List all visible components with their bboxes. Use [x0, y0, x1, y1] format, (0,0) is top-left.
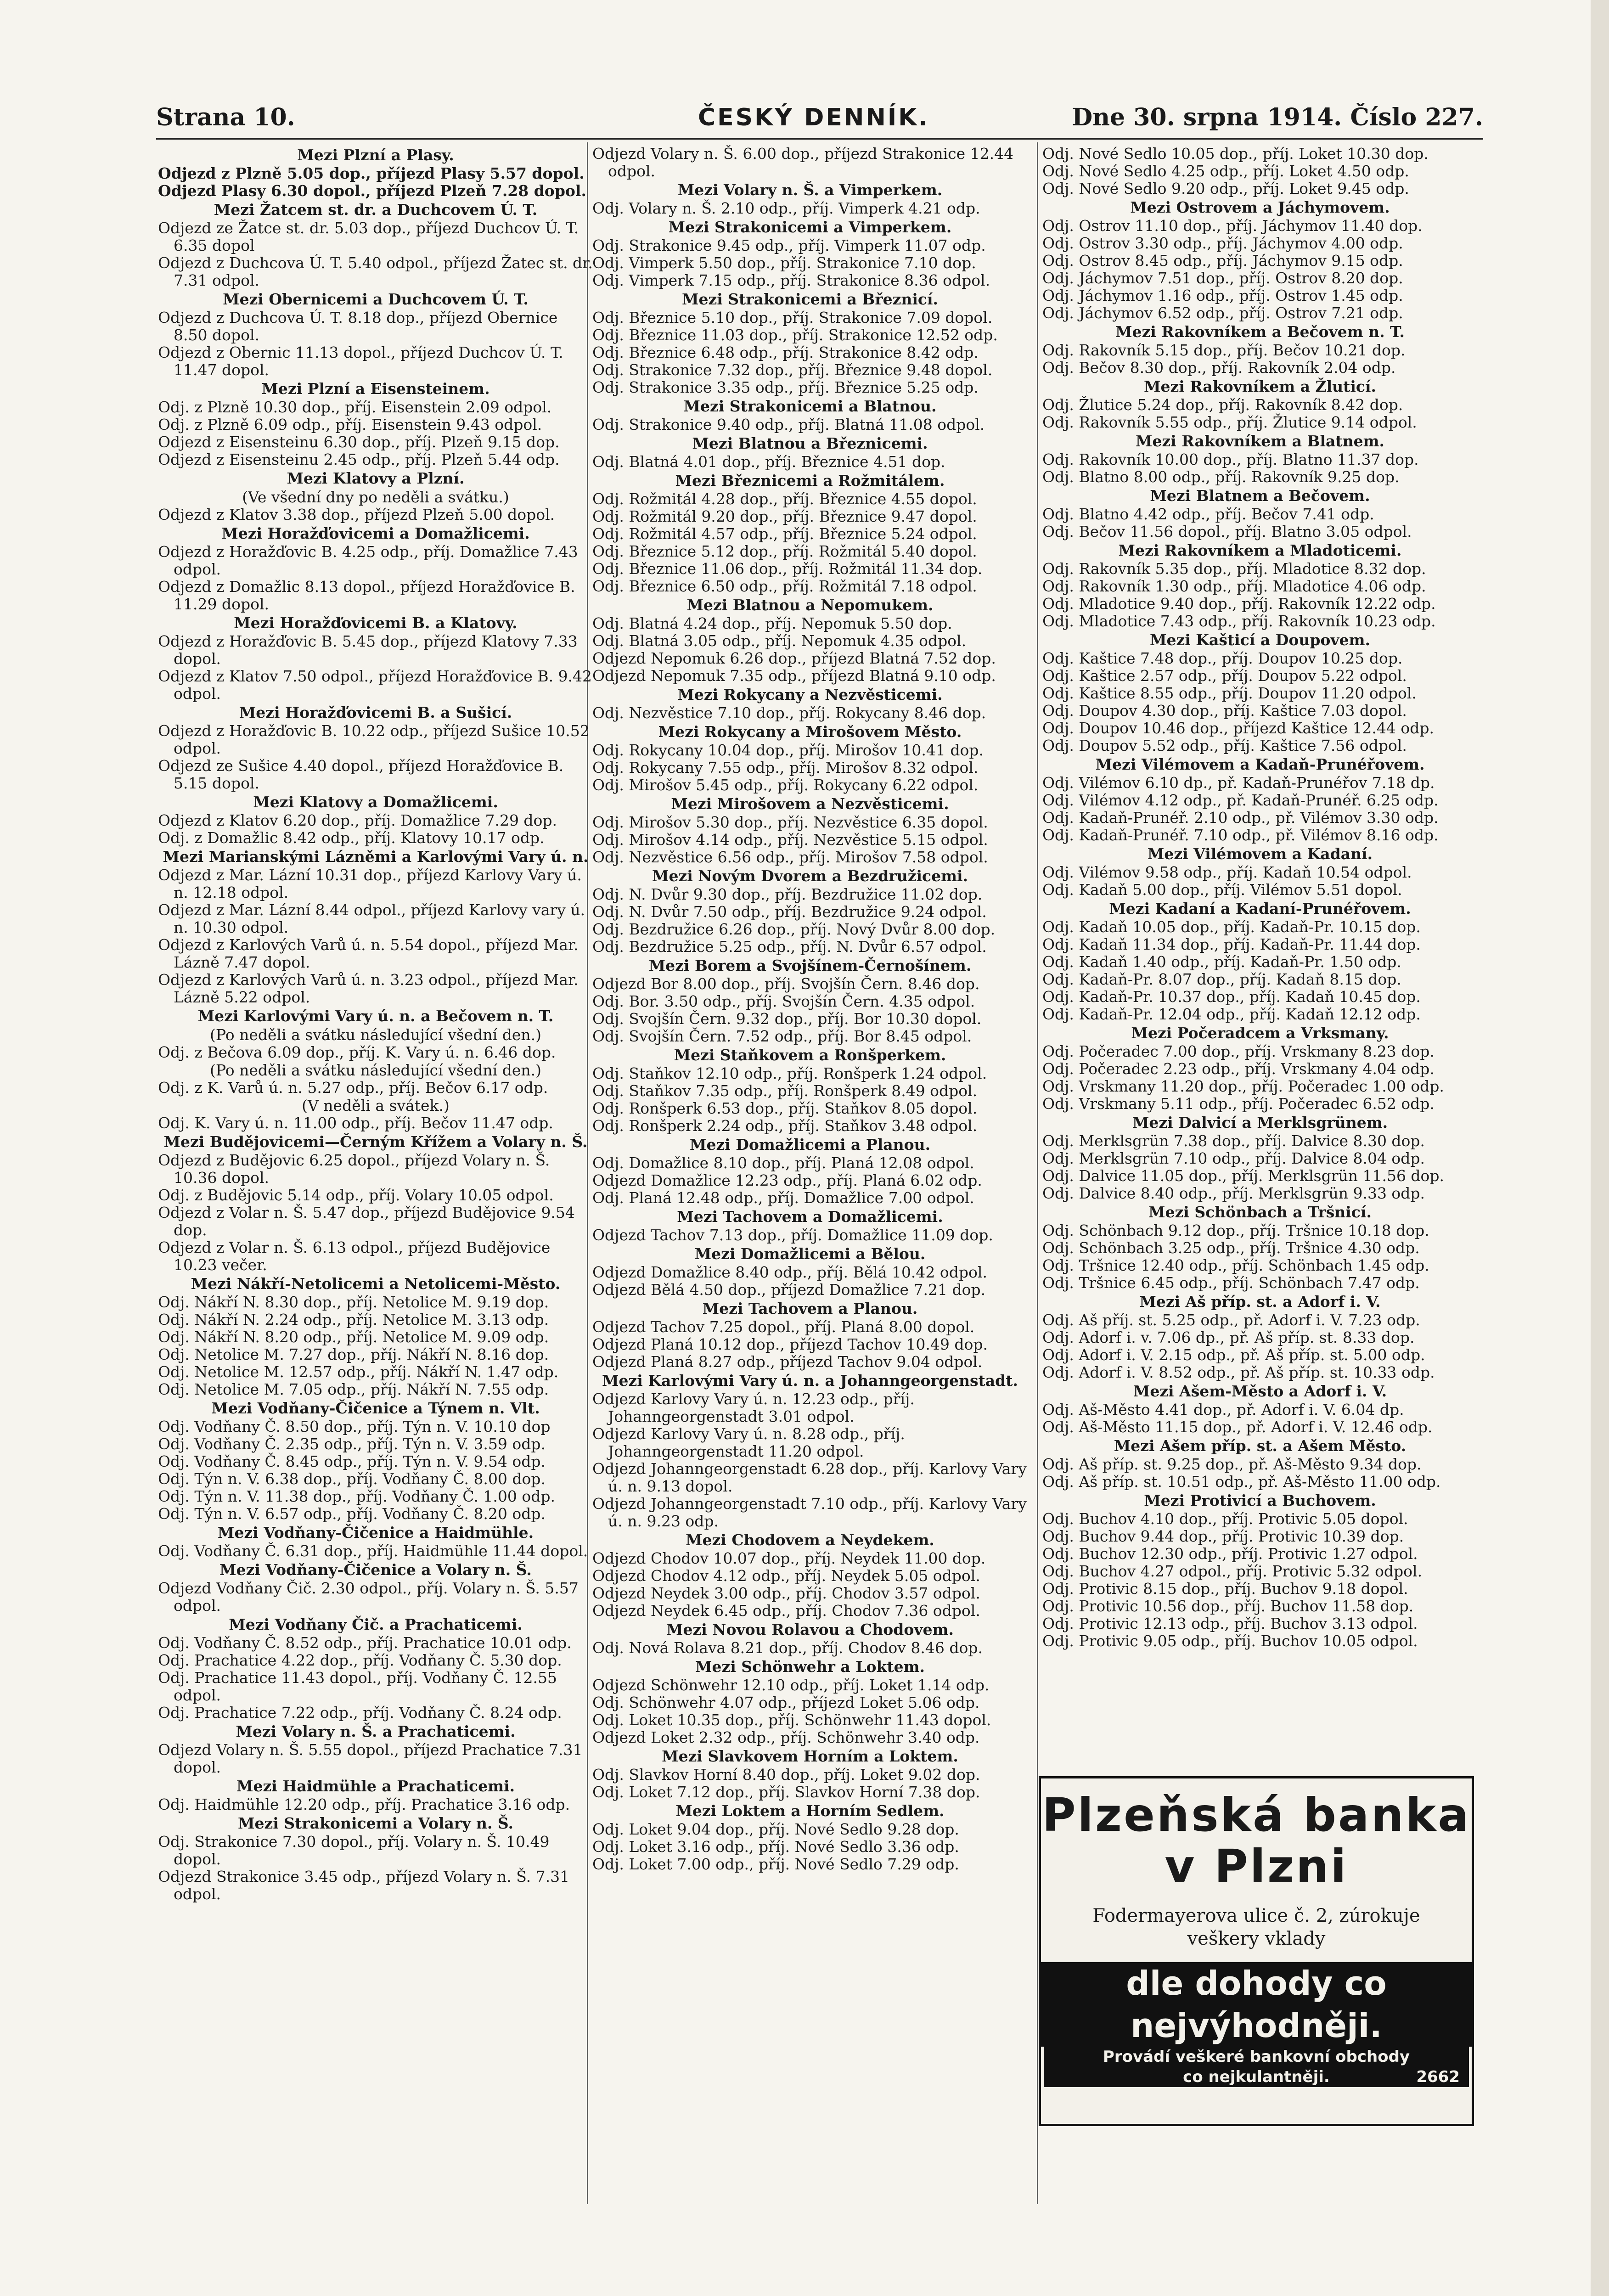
timetable-line: Odj. Tršnice 12.40 odp., příj. Schönbach 1.45 odp. — [1042, 1256, 1429, 1274]
timetable-line: Odj. Dalvice 11.05 dop., příj. Merklsgrün 11.56 dop. — [1042, 1167, 1445, 1185]
ad-title: Plzeňská banka — [1042, 1788, 1471, 1842]
route-note: (Po neděli a svátku následující všední den.) — [210, 1061, 541, 1079]
timetable-line: Odj. Vodňany Č. 6.31 dop., příj. Haidmühle 11.44 dopol. — [158, 1542, 588, 1560]
timetable-line: Odj. Blatná 4.01 dop., příj. Březnice 4.51 dop. — [592, 453, 945, 471]
timetable-line: Odjezd Tachov 7.13 dop., příj. Domažlice 11.09 dop. — [592, 1226, 993, 1244]
timetable-line: Odj. z Budějovic 5.14 odp., příj. Volary 10.05 odpol. — [158, 1186, 554, 1204]
timetable-line: Odj. Aš příp. st. 10.51 odp., př. Aš-Město 11.00 odp. — [1042, 1473, 1441, 1491]
ad-service-line — [1044, 2067, 1469, 2087]
timetable-line: Odj. Merklsgrün 7.10 odp., příj. Dalvice 8.04 odp. — [1042, 1149, 1425, 1167]
timetable-line: Odj. Vodňany Č. 8.50 dop., příj. Týn n. V. 10.10 dop — [158, 1418, 551, 1435]
timetable-line: Odjezd z Horažďovic B. 4.25 odp., příj. Domažlice 7.43 odpol. — [158, 543, 578, 578]
timetable-line: Odj. Vilémov 4.12 odp., př. Kadaň-Prunéř. 6.25 odp. — [1042, 791, 1439, 809]
timetable-line: Odjezd Schönwehr 12.10 odp., příj. Loket 1.14 odp. — [592, 1676, 990, 1694]
timetable-line: Odj. Kadaň 11.34 dop., příj. Kadaň-Pr. 11.44 dop. — [1042, 935, 1421, 953]
timetable-line: Odj. Protivic 9.05 odp., příj. Buchov 10.05 odpol. — [1042, 1632, 1418, 1650]
timetable-line: Odj. Nové Sedlo 4.25 odp., příj. Loket 4.50 odp. — [1042, 162, 1409, 180]
timetable-line: Odjezd z Karlových Varů ú. n. 5.54 dopol., příjezd Mar. Lázně 7.47 dopol. — [158, 936, 579, 971]
timetable-line: Odj. Jáchymov 6.52 odp., příj. Ostrov 7.21 odp. — [1042, 304, 1403, 322]
timetable-line: Odj. Rakovník 10.00 dop., příj. Blatno 11.37 dop. — [1042, 450, 1419, 468]
timetable-line: Odj. Bor. 3.50 odp., příj. Svojšín Čern. 4.35 odpol. — [592, 992, 975, 1010]
route-heading: Mezi Tachovem a Planou. — [702, 1300, 918, 1317]
route-heading: Mezi Strakonicemi a Březnicí. — [681, 290, 939, 308]
timetable-line: Odj. Doupov 4.30 dop., příj. Kaštice 7.03 dopol. — [1042, 702, 1407, 720]
timetable-line: Odj. Bezdružice 6.26 dop., příj. Nový Dvůr 8.00 dop. — [592, 920, 996, 938]
timetable-line: Odj. Blatno 4.42 odp., příj. Bečov 7.41 odp. — [1042, 505, 1374, 523]
route-heading: Mezi Karlovými Vary ú. n. a Johanngeorgenstadt. — [602, 1372, 1018, 1390]
timetable-line: Odj. z Plzně 6.09 odp., příj. Eisenstein 9.43 odpol. — [158, 416, 542, 433]
timetable-line: Odj. Nákří N. 8.30 dop., příj. Netolice M. 9.19 dop. — [158, 1293, 549, 1311]
route-heading: Mezi Blatnou a Nepomukem. — [686, 596, 934, 614]
route-heading: Mezi Rakovníkem a Žluticí. — [1143, 377, 1377, 395]
timetable-line: Odj. Ronšperk 2.24 odp., příj. Staňkov 3.48 odpol. — [592, 1117, 978, 1135]
timetable-line: Odj. Blatná 4.24 dop., příj. Nepomuk 5.50 dop. — [592, 614, 952, 632]
timetable-line: Odj. Březnice 5.12 dop., příj. Rožmitál 5.40 dopol. — [592, 542, 977, 560]
timetable-line: Odj. Ronšperk 6.53 dop., příj. Staňkov 8.05 dopol. — [592, 1099, 978, 1117]
timetable-line: Odjezd z Eisensteinu 2.45 odp., příj. Plzeň 5.44 odp. — [158, 450, 560, 468]
timetable-line: Odj. Vodňany Č. 8.45 odp., příj. Týn n. V. 9.54 odp. — [158, 1452, 546, 1470]
route-heading: Mezi Borem a Svojšínem-Černošínem. — [648, 957, 972, 974]
page-header — [156, 102, 1483, 133]
timetable-line: Odj. Netolice M. 12.57 odp., příj. Nákří N. 1.47 odp. — [158, 1363, 559, 1381]
timetable-line: Odj. Březnice 11.06 dop., příj. Rožmitál 11.34 dop. — [592, 560, 983, 578]
ad-code: 2662 — [1416, 2068, 1460, 2086]
timetable-line: Odj. Mladotice 7.43 odp., příj. Rakovník 10.23 odp. — [1042, 612, 1436, 630]
route-heading: Mezi Počeradcem a Vrksmany. — [1131, 1024, 1389, 1042]
route-heading: Mezi Nákří-Netolicemi a Netolicemi-Město. — [191, 1275, 561, 1293]
route-heading: Mezi Volary n. Š. a Prachaticemi. — [236, 1722, 516, 1740]
timetable-line: Odj. Vilémov 6.10 dp., př. Kadaň-Prunéřov 7.18 dp. — [1042, 774, 1435, 792]
route-heading: Mezi Rokycany a Nezvěsticemi. — [677, 686, 943, 703]
route-heading: Mezi Březnicemi a Rožmitálem. — [675, 472, 945, 490]
route-heading: Mezi Vodňany Čič. a Prachaticemi. — [229, 1615, 523, 1633]
route-heading: Mezi Blatnem a Bečovem. — [1150, 487, 1370, 505]
timetable-line: Odj. Strakonice 7.30 dopol., příj. Volary n. Š. 10.49 dopol. — [158, 1833, 550, 1868]
timetable-line: Odj. K. Vary ú. n. 11.00 odp., příj. Bečov 11.47 odp. — [158, 1114, 553, 1132]
timetable-line: Odj. z Bečova 6.09 dop., příj. K. Vary ú. n. 6.46 dop. — [158, 1043, 556, 1061]
route-heading: Mezi Protivicí a Buchovem. — [1144, 1491, 1376, 1509]
bank-advertisement — [1039, 1776, 1474, 2126]
timetable-line: Odj. Ostrov 8.45 odp., příj. Jáchymov 9.15 odp. — [1042, 252, 1403, 270]
timetable-line: Odj. Vimperk 5.50 dop., příj. Strakonice 7.10 dop. — [592, 254, 976, 272]
timetable-line: Odj. Počeradec 2.23 odp., příj. Vrskmany 4.04 odp. — [1042, 1060, 1435, 1078]
route-heading: Mezi Tachovem a Domažlicemi. — [677, 1208, 943, 1226]
timetable-line: Odjezd z Volar n. Š. 5.47 dop., příjezd Budějovice 9.54 dop. — [158, 1204, 575, 1239]
page-number: Strana 10. — [156, 103, 295, 131]
route-heading: Mezi Strakonicemi a Volary n. Š. — [237, 1814, 514, 1832]
timetable-line: Odj. Kadaň 10.05 dop., příj. Kadaň-Pr. 10.15 dop. — [1042, 918, 1421, 936]
route-heading: Mezi Volary n. Š. a Vimperkem. — [677, 181, 943, 199]
timetable-line: Odjezd Neydek 6.45 odp., příj. Chodov 7.36 odpol. — [592, 1602, 980, 1620]
timetable-line: Odj. Aš příp. st. 9.25 dop., př. Aš-Město 9.34 dop. — [1042, 1455, 1422, 1473]
timetable-line: Odjezd z Budějovic 6.25 dopol., příjezd Volary n. Š. 10.36 dopol. — [158, 1151, 550, 1187]
timetable-line: Odjezd Chodov 10.07 dop., příj. Neydek 11.00 dop. — [592, 1549, 986, 1567]
timetable-line: Odj. z Plzně 10.30 dop., příj. Eisenstein 2.09 odpol. — [158, 398, 552, 416]
route-heading: Mezi Dalvicí a Merklsgrünem. — [1132, 1114, 1388, 1131]
ad-service: Provádí veškeré bankovní obchody — [1044, 2047, 1469, 2067]
timetable-line: Odjezd Nepomuk 7.35 odp., příjezd Blatná 9.10 odp. — [592, 667, 996, 685]
timetable-line: Odjezd Chodov 4.12 odp., příj. Neydek 5.05 odpol. — [592, 1567, 980, 1585]
route-heading: Mezi Rokycany a Mirošovem Město. — [658, 723, 962, 741]
timetable-line: Odjezd ze Žatce st. dr. 5.03 dop., příjezd Duchcov Ú. T. 6.35 dopol — [158, 219, 579, 254]
page-edge — [1591, 0, 1609, 2296]
newspaper-title: ČESKÝ DENNÍK. — [698, 104, 930, 131]
timetable-line: Odj. Staňkov 12.10 odp., příj. Ronšperk 1.24 odpol. — [592, 1064, 987, 1082]
timetable-line: Odj. Kadaň-Prunéř. 7.10 odp., př. Vilémov 8.16 odp. — [1042, 826, 1439, 844]
route-heading: Mezi Rakovníkem a Mladoticemi. — [1118, 541, 1402, 559]
route-heading: Mezi Haidmühle a Prachaticemi. — [236, 1777, 515, 1795]
timetable-line: Odj. Loket 3.16 odp., příj. Nové Sedlo 3.36 odp. — [592, 1838, 959, 1856]
timetable-line: Odj. N. Dvůr 9.30 dop., příj. Bezdružice 11.02 dop. — [592, 885, 983, 903]
timetable-line: Odj. Nákří N. 8.20 odp., příj. Netolice M. 9.09 odp. — [158, 1328, 549, 1346]
timetable-line: Odjezd Domažlice 12.23 odp., příj. Planá 6.02 odp. — [592, 1171, 982, 1189]
ad-note: veškery vklady — [1187, 1928, 1326, 1949]
route-heading: Mezi Strakonicemi a Vimperkem. — [668, 218, 952, 236]
timetable-line: Odj. Týn n. V. 11.38 dop., příj. Vodňany Č. 1.00 odp. — [158, 1487, 556, 1505]
timetable-line: Odjezd z Klatov 3.38 dop., příjezd Plzeň 5.00 dopol. — [158, 506, 555, 523]
timetable-line: Odj. Nákří N. 2.24 odp., příj. Netolice M. 3.13 odp. — [158, 1311, 549, 1328]
timetable-line: Odj. z Domažlic 8.42 odp., příj. Klatovy 10.17 odp. — [158, 829, 545, 847]
timetable-line: Odjezd Plasy 6.30 dopol., příjezd Plzeň 7.28 dopol. — [158, 182, 586, 200]
ad-slogan: dle dohody co nejvýhodněji. — [1041, 1962, 1472, 2047]
route-heading: Mezi Chodovem a Neydekem. — [686, 1531, 934, 1549]
header-rule — [156, 138, 1483, 140]
timetable-line: Odj. Aš příj. st. 5.25 odp., př. Adorf i. V. 7.23 odp. — [1042, 1311, 1420, 1329]
timetable-line: Odj. Prachatice 7.22 odp., příj. Vodňany Č. 8.24 odp. — [158, 1704, 562, 1722]
timetable-line: Odjezd Planá 8.27 odp., příjezd Tachov 9.04 odpol. — [592, 1353, 983, 1371]
timetable-line: Odj. Kaštice 2.57 odp., příj. Doupov 5.22 odpol. — [1042, 667, 1407, 685]
timetable-line: Odj. Prachatice 4.22 dop., příj. Vodňany Č. 5.30 dop. — [158, 1651, 562, 1669]
timetable-line: Odj. Netolice M. 7.27 dop., příj. Nákří N. 8.16 dop. — [158, 1345, 549, 1363]
timetable-line: Odj. Strakonice 9.40 odp., příj. Blatná 11.08 odpol. — [592, 416, 985, 433]
timetable-line: Odjezd ze Sušice 4.40 dopol., příjezd Horažďovice B. 5.15 dopol. — [158, 757, 564, 792]
timetable-line: Odj. Mirošov 5.30 dop., příj. Nezvěstice 6.35 dopol. — [592, 813, 988, 831]
route-heading: Mezi Mirošovem a Nezvěsticemi. — [671, 795, 949, 813]
route-heading: Mezi Ašem příp. st. a Ašem Město. — [1114, 1437, 1406, 1455]
timetable-line: Odj. Merklsgrün 7.38 dop., příj. Dalvice 8.30 dop. — [1042, 1132, 1425, 1150]
route-heading: Mezi Budějovicemi—Černým Křížem a Volary n. Š. — [163, 1133, 588, 1151]
route-heading: Mezi Aš příp. st. a Adorf i. V. — [1139, 1293, 1381, 1311]
timetable-line: Odj. Rožmitál 4.28 dop., příj. Březnice 4.55 dopol. — [592, 490, 977, 508]
route-heading: Mezi Rakovníkem a Blatnem. — [1135, 432, 1385, 450]
timetable-line: Odj. Počeradec 7.00 dop., příj. Vrskmany 8.23 dop. — [1042, 1042, 1435, 1060]
timetable-line: Odj. Kadaň-Pr. 8.07 dop., příj. Kadaň 8.15 dop. — [1042, 970, 1401, 988]
timetable-line: Odj. Mirošov 5.45 odp., příj. Rokycany 6.22 odpol. — [592, 776, 979, 794]
timetable-line: Odjezd z Duchcova Ú. T. 5.40 odpol., příjezd Žatec st. dr. 7.31 odpol. — [158, 254, 593, 289]
timetable-line: Odj. Jáchymov 7.51 dop., příj. Ostrov 8.20 dop. — [1042, 269, 1403, 287]
timetable-line: Odjezd Volary n. Š. 6.00 dop., příjezd Strakonice 12.44 odpol. — [592, 145, 1014, 180]
timetable-line: Odj. Rakovník 5.35 dop., příj. Mladotice 8.32 dop. — [1042, 560, 1426, 578]
timetable-line: Odj. Volary n. Š. 2.10 odp., příj. Vimperk 4.21 odp. — [592, 199, 980, 217]
timetable-line: Odj. Strakonice 3.35 odp., příj. Březnice 5.25 odp. — [592, 378, 979, 396]
timetable-line: Odj. Vilémov 9.58 odp., příj. Kadaň 10.54 odpol. — [1042, 863, 1412, 881]
ad-address: Fodermayerova ulice č. 2, zúrokuje — [1092, 1905, 1420, 1926]
timetable-column-2 — [592, 145, 1028, 2202]
route-heading: Mezi Slavkovem Horním a Loktem. — [662, 1747, 958, 1765]
timetable-line: Odj. Mirošov 4.14 odp., příj. Nezvěstice 5.15 odpol. — [592, 831, 988, 849]
route-heading: Mezi Schönwehr a Loktem. — [695, 1658, 925, 1676]
timetable-line: Odj. Vodňany Č. 2.35 odp., příj. Týn n. V. 3.59 odp. — [158, 1435, 546, 1453]
route-heading: Mezi Klatovy a Domažlicemi. — [253, 793, 498, 811]
route-heading: Mezi Staňkovem a Ronšperkem. — [674, 1046, 946, 1064]
timetable-line: Odjezd Tachov 7.25 dopol., příj. Planá 8.00 dopol. — [592, 1318, 975, 1336]
timetable-line: Odj. Bečov 11.56 dopol., příj. Blatno 3.05 odpol. — [1042, 523, 1412, 540]
route-note: (Ve všední dny po neděli a svátku.) — [242, 488, 509, 506]
timetable-line: Odj. Týn n. V. 6.57 odp., příj. Vodňany Č. 8.20 odp. — [158, 1505, 546, 1523]
timetable-line: Odj. Planá 12.48 odp., příj. Domažlice 7.00 odpol. — [592, 1189, 974, 1207]
timetable-line: Odj. Prachatice 11.43 dopol., příj. Vodňany Č. 12.55 odpol. — [158, 1669, 557, 1704]
timetable-line: Odj. Vrskmany 5.11 odp., příj. Počeradec 6.52 odp. — [1042, 1095, 1435, 1113]
timetable-line: Odjezd z Klatov 6.20 dop., příj. Domažlice 7.29 dop. — [158, 811, 557, 829]
timetable-line: Odjezd z Horažďovic B. 5.45 dop., příjezd Klatovy 7.33 dopol. — [158, 632, 578, 668]
timetable-line: Odjezd z Klatov 7.50 odpol., příjezd Horažďovice B. 9.42 odpol. — [158, 667, 592, 703]
route-heading: Mezi Blatnou a Březnicemi. — [692, 434, 928, 452]
timetable-line: Odj. Buchov 9.44 dop., příj. Protivic 10.39 dop. — [1042, 1527, 1404, 1545]
timetable-line: Odj. Kadaň-Pr. 10.37 dop., příj. Kadaň 10.45 dop. — [1042, 988, 1421, 1006]
route-heading: Mezi Kašticí a Doupovem. — [1150, 631, 1370, 649]
timetable-line: Odj. Jáchymov 1.16 odp., příj. Ostrov 1.45 odp. — [1042, 287, 1403, 304]
route-heading: Mezi Ostrovem a Jáchymovem. — [1130, 198, 1390, 216]
timetable-line: Odj. Ostrov 11.10 dop., příj. Jáchymov 11.40 dop. — [1042, 217, 1423, 235]
timetable-line: Odj. Rožmitál 4.57 odp., příj. Březnice 5.24 odpol. — [592, 525, 977, 543]
route-heading: Mezi Horažďovicemi a Domažlicemi. — [221, 524, 530, 542]
timetable-line: Odj. Bečov 8.30 dop., příj. Rakovník 2.04 odp. — [1042, 359, 1396, 377]
timetable-line: Odj. Ostrov 3.30 odp., příj. Jáchymov 4.00 odp. — [1042, 234, 1403, 252]
timetable-line: Odj. Kaštice 8.55 odp., příj. Doupov 11.20 odpol. — [1042, 684, 1417, 702]
timetable-line: Odjezd Johanngeorgenstadt 7.10 odp., příj. Karlovy Vary ú. n. 9.23 odp. — [592, 1495, 1027, 1530]
timetable-line: Odjezd Neydek 3.00 odp., příj. Chodov 3.57 odpol. — [592, 1584, 980, 1602]
timetable-line: Odj. Blatno 8.00 odp., příj. Rakovník 9.25 dop. — [1042, 468, 1400, 486]
timetable-line: Odj. Rakovník 1.30 odp., příj. Mladotice 4.06 odp. — [1042, 577, 1426, 595]
issue-date: Dne 30. srpna 1914. Číslo 227. — [1072, 103, 1483, 131]
timetable-line: Odj. Nové Sedlo 9.20 odp., příj. Loket 9.45 odp. — [1042, 180, 1409, 197]
timetable-line: Odj. Adorf i. V. 2.15 odp., př. Aš příp. st. 5.00 odp. — [1042, 1346, 1425, 1364]
timetable-line: Odj. Buchov 4.27 odpol., příj. Protivic 5.32 odpol. — [1042, 1562, 1423, 1580]
route-heading: Mezi Novým Dvorem a Bezdružicemi. — [652, 867, 968, 885]
timetable-line: Odj. z K. Varů ú. n. 5.27 odp., příj. Bečov 6.17 odp. — [158, 1079, 548, 1097]
timetable-line: Odjezd z Mar. Lázní 8.44 odpol., příjezd Karlovy vary ú. n. 10.30 odpol. — [158, 901, 585, 936]
timetable-line: Odj. Tršnice 6.45 odp., příj. Schönbach 7.47 odp. — [1042, 1274, 1420, 1292]
timetable-line: Odj. Buchov 4.10 dop., příj. Protivic 5.05 dopol. — [1042, 1510, 1408, 1528]
timetable-line: Odjezd Planá 10.12 dop., příjezd Tachov 10.49 dop. — [592, 1335, 988, 1353]
timetable-line: Odj. Doupov 5.52 odp., příj. Kaštice 7.56 odpol. — [1042, 737, 1407, 754]
timetable-line: Odj. Rokycany 10.04 dop., příj. Mirošov 10.41 dop. — [592, 741, 984, 759]
timetable-line: Odjezd Loket 2.32 odp., příj. Schönwehr 3.40 odp. — [592, 1728, 980, 1746]
timetable-line: Odj. Loket 7.00 odp., příj. Nové Sedlo 7.29 odp. — [592, 1855, 959, 1873]
route-heading: Mezi Domažlicemi a Bělou. — [694, 1245, 926, 1263]
route-heading: Mezi Vilémovem a Kadaň-Prunéřovem. — [1095, 755, 1425, 773]
route-heading: Mezi Schönbach a Tršnicí. — [1148, 1203, 1372, 1221]
timetable-line: Odjezd z Obernic 11.13 dopol., příjezd Duchcov Ú. T. 11.47 dopol. — [158, 343, 563, 379]
ad-service-2: co nejkulantněji. — [1183, 2068, 1330, 2086]
timetable-line: Odj. Nová Rolava 8.21 dop., příj. Chodov 8.46 dop. — [592, 1639, 983, 1657]
timetable-line: Odj. Bezdružice 5.25 odp., příj. N. Dvůr 6.57 odpol. — [592, 938, 987, 956]
route-heading: Mezi Klatovy a Plzní. — [287, 469, 465, 487]
timetable-line: Odj. Mladotice 9.40 dop., příj. Rakovník 12.22 odp. — [1042, 595, 1436, 613]
timetable-line: Odj. Loket 10.35 dop., příj. Schönwehr 11.43 dopol. — [592, 1711, 991, 1729]
timetable-line: Odj. Kadaň 1.40 odp., příj. Kadaň-Pr. 1.50 odp. — [1042, 953, 1401, 971]
timetable-line: Odj. Protivic 8.15 dop., příj. Buchov 9.18 dopol. — [1042, 1580, 1408, 1598]
timetable-line: Odjezd z Eisensteinu 6.30 dop., příj. Plzeň 9.15 dop. — [158, 433, 560, 451]
route-heading: Mezi Ašem-Město a Adorf i. V. — [1133, 1382, 1387, 1400]
route-heading: Mezi Horažďovicemi B. a Sušicí. — [239, 703, 512, 721]
route-note: (Po neděli a svátku následující všední den.) — [210, 1026, 541, 1044]
timetable-line: Odj. Březnice 6.50 odp., příj. Rožmitál 7.18 odpol. — [592, 577, 977, 595]
timetable-line: Odj. Netolice M. 7.05 odp., příj. Nákří N. 7.55 odp. — [158, 1380, 549, 1398]
timetable-line: Odj. Aš-Město 11.15 dop., př. Adorf i. V. 12.46 odp. — [1042, 1418, 1433, 1436]
timetable-line: Odj. Schönbach 3.25 odp., příj. Tršnice 4.30 odp. — [1042, 1239, 1420, 1257]
timetable-line: Odj. Březnice 11.03 dop., příj. Strakonice 12.52 odp. — [592, 326, 998, 344]
timetable-line: Odj. Strakonice 7.32 dop., příj. Březnice 9.48 dopol. — [592, 361, 993, 379]
column-divider — [1037, 142, 1038, 2204]
timetable-line: Odj. N. Dvůr 7.50 odp., příj. Bezdružice 9.24 odpol. — [592, 903, 987, 921]
route-heading: Mezi Vodňany-Čičenice a Týnem n. Vlt. — [211, 1399, 540, 1417]
timetable-line: Odjezd Bor 8.00 dop., příj. Svojšín Čern. 8.46 dop. — [592, 975, 980, 993]
timetable-line: Odj. Nezvěstice 7.10 dop., příj. Rokycany 8.46 dop. — [592, 704, 986, 722]
route-heading: Mezi Karlovými Vary ú. n. a Bečovem n. T. — [197, 1007, 554, 1025]
route-heading: Mezi Horažďovicemi B. a Klatovy. — [234, 614, 518, 632]
timetable-line: Odj. Protivic 12.13 odp., příj. Buchov 3.13 odpol. — [1042, 1615, 1418, 1632]
timetable-line: Odj. Nezvěstice 6.56 odp., příj. Mirošov 7.58 odpol. — [592, 848, 988, 866]
timetable-line: Odjezd Karlovy Vary ú. n. 12.23 odp., příj. Johanngeorgenstadt 3.01 odpol. — [592, 1390, 915, 1425]
route-heading: Mezi Rakovníkem a Bečovem n. T. — [1115, 323, 1405, 341]
timetable-line: Odj. Loket 9.04 dop., příj. Nové Sedlo 9.28 dop. — [592, 1820, 959, 1838]
route-heading: Mezi Novou Rolavou a Chodovem. — [666, 1621, 954, 1638]
timetable-line: Odj. Aš-Město 4.41 dop., př. Adorf i. V. 6.04 dp. — [1042, 1401, 1404, 1418]
route-heading: Mezi Loktem a Horním Sedlem. — [675, 1802, 945, 1820]
timetable-line: Odjezd Bělá 4.50 dop., příjezd Domažlice 7.21 dop. — [592, 1281, 986, 1299]
timetable-line: Odj. Domažlice 8.10 dop., příj. Planá 12.08 odpol. — [592, 1154, 974, 1172]
timetable-line: Odj. Schönbach 9.12 dop., příj. Tršnice 10.18 dop. — [1042, 1221, 1429, 1239]
timetable-line: Odjezd Johanngeorgenstadt 6.28 dop., příj. Karlovy Vary ú. n. 9.13 dopol. — [592, 1460, 1027, 1495]
route-heading: Mezi Plzní a Plasy. — [297, 146, 454, 164]
timetable-line: Odj. Dalvice 8.40 odp., příj. Merklsgrün 9.33 odp. — [1042, 1184, 1425, 1202]
timetable-line: Odjezd z Duchcova Ú. T. 8.18 dop., příjezd Obernice 8.50 dopol. — [158, 309, 558, 344]
timetable-line: Odjezd Vodňany Čič. 2.30 odpol., příj. Volary n. Š. 5.57 odpol. — [158, 1579, 579, 1615]
timetable-line: Odj. Rakovník 5.15 dop., příj. Bečov 10.21 dop. — [1042, 341, 1406, 359]
timetable-line: Odj. Vodňany Č. 8.52 odp., příj. Prachatice 10.01 odp. — [158, 1634, 572, 1652]
timetable-line: Odj. Adorf i. V. 8.52 odp., př. Aš příp. st. 10.33 odp. — [1042, 1363, 1435, 1381]
timetable-line: Odjezd Karlovy Vary ú. n. 8.28 odp., příj. Johanngeorgenstadt 11.20 odpol. — [592, 1425, 905, 1460]
timetable-line: Odj. Březnice 6.48 odp., příj. Strakonice 8.42 odp. — [592, 343, 979, 361]
route-heading: Mezi Obernicemi a Duchcovem Ú. T. — [223, 290, 529, 308]
route-heading: Mezi Vilémovem a Kadaní. — [1147, 845, 1373, 863]
timetable-line: Odjezd z Karlových Varů ú. n. 3.23 odpol., příjezd Mar. Lázně 5.22 odpol. — [158, 971, 579, 1006]
timetable-line: Odj. Kadaň-Prunéř. 2.10 odp., př. Vilémov 3.30 odp. — [1042, 809, 1439, 827]
route-heading: Mezi Kadaní a Kadaní-Prunéřovem. — [1109, 900, 1411, 917]
timetable-line: Odj. Rokycany 7.55 odp., příj. Mirošov 8.32 odpol. — [592, 759, 979, 777]
timetable-line: Odj. Adorf i. v. 7.06 dp., př. Aš příp. st. 8.33 dop. — [1042, 1328, 1415, 1346]
timetable-line: Odjezd Volary n. Š. 5.55 dopol., příjezd Prachatice 7.31 dopol. — [158, 1741, 583, 1776]
timetable-line: Odj. Doupov 10.46 dop., příjezd Kaštice 12.44 odp. — [1042, 719, 1435, 737]
route-heading: Mezi Marianskými Lázněmi a Karlovými Vary ú. n. — [163, 848, 589, 866]
timetable-line: Odjezd Domažlice 8.40 odp., příj. Bělá 10.42 odpol. — [592, 1263, 987, 1281]
timetable-column-1 — [158, 145, 593, 2202]
timetable-line: Odj. Protivic 10.56 dop., příj. Buchov 11.58 dop. — [1042, 1597, 1414, 1615]
timetable-line: Odj. Týn n. V. 6.38 dop., příj. Vodňany Č. 8.00 dop. — [158, 1470, 546, 1488]
timetable-line: Odj. Kadaň 5.00 dop., příj. Vilémov 5.51 dopol. — [1042, 881, 1402, 899]
route-heading: Mezi Vodňany-Čičenice a Haidmühle. — [217, 1524, 534, 1542]
timetable-line: Odj. Haidmühle 12.20 odp., příj. Prachatice 3.16 odp. — [158, 1795, 570, 1813]
timetable-line: Odj. Svojšín Čern. 9.32 dop., příj. Bor 10.30 dopol. — [592, 1010, 982, 1028]
ad-subtitle: v Plzni — [1165, 1840, 1348, 1893]
route-heading: Mezi Plzní a Eisensteinem. — [261, 380, 490, 398]
timetable-line: Odjezd z Horažďovic B. 10.22 odp., příjezd Sušice 10.52 odpol. — [158, 722, 590, 757]
timetable-line: Odj. Rakovník 5.55 odp., příj. Žlutice 9.14 odpol. — [1042, 413, 1417, 431]
timetable-line: Odjezd z Plzně 5.05 dop., příjezd Plasy 5.57 dopol. — [158, 164, 585, 182]
route-heading: Mezi Žatcem st. dr. a Duchcovem Ú. T. — [214, 201, 538, 219]
timetable-line: Odj. Březnice 5.10 dop., příj. Strakonice 7.09 dopol. — [592, 309, 993, 326]
timetable-line: Odj. Nové Sedlo 10.05 dop., příj. Loket 10.30 dop. — [1042, 145, 1429, 163]
timetable-line: Odj. Buchov 12.30 odp., příj. Protivic 1.27 odpol. — [1042, 1545, 1418, 1563]
timetable-line: Odj. Slavkov Horní 8.40 dop., příj. Loket 9.02 dop. — [592, 1766, 980, 1784]
timetable-line: Odj. Vimperk 7.15 odp., příj. Strakonice 8.36 odpol. — [592, 271, 990, 289]
timetable-line: Odj. Loket 7.12 dop., příj. Slavkov Horní 7.38 dop. — [592, 1783, 980, 1801]
route-note: (V neděli a svátek.) — [302, 1097, 450, 1114]
route-heading: Mezi Vodňany-Čičenice a Volary n. Š. — [219, 1561, 532, 1579]
timetable-line: Odj. Rožmitál 9.20 dop., příj. Březnice 9.47 dopol. — [592, 507, 977, 525]
route-heading: Mezi Strakonicemi a Blatnou. — [683, 397, 937, 415]
timetable-line: Odjezd z Mar. Lázní 10.31 dop., příjezd Karlovy Vary ú. n. 12.18 odpol. — [158, 866, 582, 901]
timetable-line: Odjezd Nepomuk 6.26 dop., příjezd Blatná 7.52 dop. — [592, 649, 996, 667]
timetable-line: Odj. Kadaň-Pr. 12.04 odp., příj. Kadaň 12.12 odp. — [1042, 1005, 1421, 1023]
timetable-line: Odj. Blatná 3.05 odp., příj. Nepomuk 4.35 odpol. — [592, 632, 967, 650]
timetable-line: Odj. Žlutice 5.24 dop., příj. Rakovník 8.42 dop. — [1042, 396, 1403, 414]
timetable-line: Odj. Strakonice 9.45 odp., příj. Vimperk 11.07 odp. — [592, 236, 986, 254]
timetable-line: Odjezd z Domažlic 8.13 dopol., příjezd Horažďovice B. 11.29 dopol. — [158, 578, 575, 613]
timetable-line: Odj. Kaštice 7.48 dop., příj. Doupov 10.25 dop. — [1042, 649, 1403, 667]
route-heading: Mezi Domažlicemi a Planou. — [689, 1136, 931, 1154]
timetable-line: Odjezd Strakonice 3.45 odp., příjezd Volary n. Š. 7.31 odpol. — [158, 1868, 570, 1903]
timetable-line: Odj. Staňkov 7.35 odp., příj. Ronšperk 8.49 odpol. — [592, 1082, 978, 1100]
timetable-line: Odj. Vrskmany 11.20 dop., příj. Počeradec 1.00 odp. — [1042, 1077, 1444, 1095]
timetable-line: Odj. Svojšín Čern. 7.52 odp., příj. Bor 8.45 odpol. — [592, 1027, 972, 1045]
timetable-line: Odjezd z Volar n. Š. 6.13 odpol., příjezd Budějovice 10.23 večer. — [158, 1238, 551, 1274]
timetable-line: Odj. Schönwehr 4.07 odp., příjezd Loket 5.06 odp. — [592, 1694, 980, 1711]
